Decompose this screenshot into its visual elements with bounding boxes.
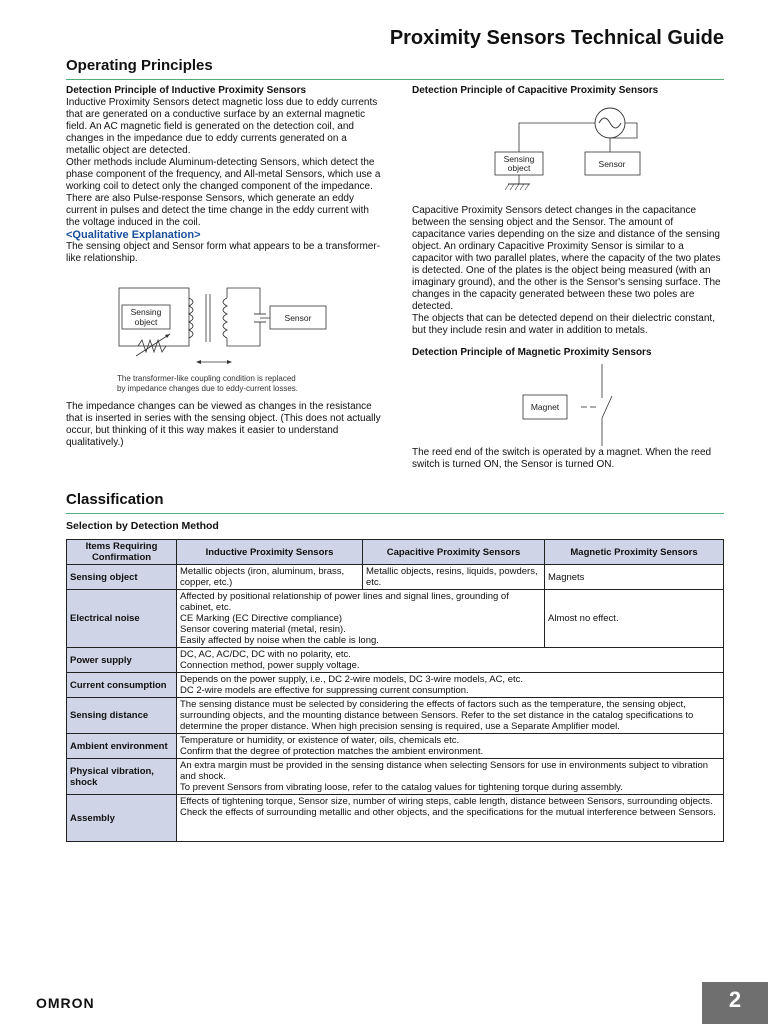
capacitive-body-2: The objects that can be detected depend on their dielectric constant, but they include resin and water in addition to metals. xyxy=(412,313,715,336)
capacitive-text-block xyxy=(412,205,724,359)
cell-line: Temperature or humidity, or existence of water, oils, chemicals etc. xyxy=(180,735,460,746)
sensor-label: Sensor xyxy=(598,159,626,169)
table-row xyxy=(67,648,724,673)
cell-line: To prevent Sensors from vibrating loose, refer to the catalog values for tightening torque during assembly. xyxy=(180,782,623,793)
classification-heading: Classification xyxy=(66,491,164,508)
cell-line: Confirm that the degree of protection matches the ambient environment. xyxy=(180,746,484,757)
secondary-coil xyxy=(223,298,227,338)
row-label: Current consumption xyxy=(67,673,177,698)
header-magnetic: Magnetic Proximity Sensors xyxy=(545,540,724,565)
qualitative-body: The sensing object and Sensor form what appears to be a transformer-like relationship. xyxy=(66,241,381,264)
capacitive-body: Capacitive Proximity Sensors detect changes in the capacitance between the sensing object and the Sensor. The amount of capacitance varies depending on the size and distance of the sensing object. An ordinary Capacitive Proximity Sensor is similar to a capacitor with two parallel plates, where the capacity of the two plates is detected. One of the plates is the object being measured (with an imaginary ground), and the other is the Sensor's sensing surface. The changes in the capacity generated between these two poles are detected. xyxy=(412,205,721,312)
table-cell: Metallic objects (iron, aluminum, brass, copper, etc.) xyxy=(177,565,363,590)
row-label: Sensing object xyxy=(67,565,177,590)
inductive-heading: Detection Principle of Inductive Proximity Sensors xyxy=(66,85,307,96)
sine-wave-icon xyxy=(599,118,621,128)
row-label: Sensing distance xyxy=(67,698,177,734)
distance-arrow-right xyxy=(227,360,232,364)
cell-line: Sensor covering material (metal, resin). xyxy=(180,624,346,635)
capacitive-diagram xyxy=(490,102,650,202)
operating-principles-heading: Operating Principles xyxy=(66,57,213,74)
sensing-object-label-2: object xyxy=(134,317,158,327)
distance-arrow-left xyxy=(196,360,201,364)
table-cell xyxy=(177,734,724,759)
sensing-object-label-1: Sensing xyxy=(130,307,162,317)
row-label: Assembly xyxy=(67,795,177,842)
table-cell xyxy=(177,673,724,698)
table-cell xyxy=(177,795,724,842)
primary-coil xyxy=(189,298,193,338)
row-label: Power supply xyxy=(67,648,177,673)
cell-line: Connection method, power supply voltage. xyxy=(180,660,360,671)
cell-line: Check the effects of surrounding metallic and other objects, and the specifications for the mutual interference between Sensors. xyxy=(180,807,716,818)
page-number: 2 xyxy=(702,982,768,1024)
page-title: Proximity Sensors Technical Guide xyxy=(389,27,724,49)
reed-contact xyxy=(602,396,612,418)
ground-hatch xyxy=(525,184,529,190)
resistor-arrow xyxy=(136,334,170,356)
table-cell xyxy=(177,648,724,673)
table-row xyxy=(67,734,724,759)
row-label: Physical vibration, shock xyxy=(67,759,177,795)
ground-hatch xyxy=(515,184,519,190)
table-cell: The sensing distance must be selected by considering the effects of factors such as the temperature, the sensing object, surrounding objects, and the mounting distance between Sensors. Refer to the set distance in the catalog specifications to determine the proper distance. When high precision sensing is required, use a Separate Amplifier model. xyxy=(177,698,724,734)
qualitative-heading: <Qualitative Explanation> xyxy=(66,229,201,241)
classification-subtitle: Selection by Detection Method xyxy=(66,520,219,532)
magnetic-heading: Detection Principle of Magnetic Proximity Sensors xyxy=(412,347,652,358)
cell-line: An extra margin must be provided in the sensing distance when selecting Sensors for use in environments subject to vibration and shock. xyxy=(180,760,709,782)
sensing-object-label-1: Sensing xyxy=(503,154,535,164)
section-rule xyxy=(66,513,724,514)
cell-line: DC, AC, AC/DC, DC with no polarity, etc. xyxy=(180,649,351,660)
capacitive-heading: Detection Principle of Capacitive Proximity Sensors xyxy=(412,85,659,96)
diagram-caption xyxy=(117,374,377,394)
ground-hatch xyxy=(510,184,514,190)
caption-line-1: The transformer-like coupling condition is replaced xyxy=(117,374,296,383)
header-inductive: Inductive Proximity Sensors xyxy=(177,540,363,565)
cell-line: CE Marking (EC Directive compliance) xyxy=(180,613,343,624)
right-wire-bottom xyxy=(227,322,260,346)
magnetic-body: The reed end of the switch is operated by a magnet. When the reed switch is turned ON, the Sensor is turned ON. xyxy=(412,447,712,470)
table-cell xyxy=(177,759,724,795)
sensor-label: Sensor xyxy=(284,313,312,323)
header-items: Items Requiring Confirmation xyxy=(67,540,177,565)
table-cell: Almost no effect. xyxy=(545,590,724,648)
cell-line: Depends on the power supply, i.e., DC 2-wire models, DC 3-wire models, AC, etc. xyxy=(180,674,524,685)
omron-logo: OMRON xyxy=(36,995,95,1011)
table-row xyxy=(67,795,724,842)
table-row xyxy=(67,759,724,795)
impedance-text-block xyxy=(66,401,382,449)
impedance-text: The impedance changes can be viewed as changes in the resistance that is inserted in series with the sensing object. (This does not actually occur, but thinking of it this way makes it easier to understand qualitatively.) xyxy=(66,401,381,448)
resistor-arrow-head xyxy=(165,334,170,338)
row-label: Ambient environment xyxy=(67,734,177,759)
ground-hatch xyxy=(520,184,524,190)
ground-hatch xyxy=(505,184,509,190)
table-cell: Magnets xyxy=(545,565,724,590)
inductive-body-2: Other methods include Aluminum-detecting Sensors, which detect the phase component of the frequency, and All-metal Sensors, which use a working coil to detect only the changed component of the impedance. There are also Pulse-response Sensors, which generate an eddy current in pulses and detect the time change in the eddy current with the voltage induced in the coil. xyxy=(66,157,381,228)
inductive-transformer-diagram xyxy=(110,280,340,370)
sensing-object-label-2: object xyxy=(507,163,531,173)
table-cell xyxy=(177,590,545,648)
cell-line: Easily affected by noise when the cable is long. xyxy=(180,635,379,646)
magnet-label: Magnet xyxy=(530,402,560,412)
right-wire-top xyxy=(227,288,260,314)
table-cell: Metallic objects, resins, liquids, powders, etc. xyxy=(363,565,545,590)
capacitive-heading-block xyxy=(412,85,724,97)
inductive-column xyxy=(66,85,382,265)
left-wire xyxy=(519,123,595,152)
table-row xyxy=(67,590,724,648)
magnetic-diagram xyxy=(515,362,625,448)
inductive-body: Inductive Proximity Sensors detect magnetic loss due to eddy currents that are generated on a conductive surface by an external magnetic field. An AC magnetic field is generated on the detection coil, and changes in the impedance due to eddy currents generated on a metallic object are detected. xyxy=(66,97,378,156)
cell-line: DC 2-wire models are effective for suppressing current consumption. xyxy=(180,685,469,696)
caption-line-2: by impedance changes due to eddy-current losses. xyxy=(117,384,298,393)
table-header-row xyxy=(67,540,724,565)
section-rule xyxy=(66,79,724,80)
cell-line: Affected by positional relationship of power lines and signal lines, grounding of cabinet, etc. xyxy=(180,591,509,613)
cell-line: Effects of tightening torque, Sensor size, number of wiring steps, cable length, distance between Sensors, surrounding objects. xyxy=(180,796,713,807)
classification-table xyxy=(66,539,724,842)
header-capacitive: Capacitive Proximity Sensors xyxy=(363,540,545,565)
table-row xyxy=(67,565,724,590)
table-row xyxy=(67,698,724,734)
magnetic-text-block xyxy=(412,447,724,471)
row-label: Electrical noise xyxy=(67,590,177,648)
table-row xyxy=(67,673,724,698)
